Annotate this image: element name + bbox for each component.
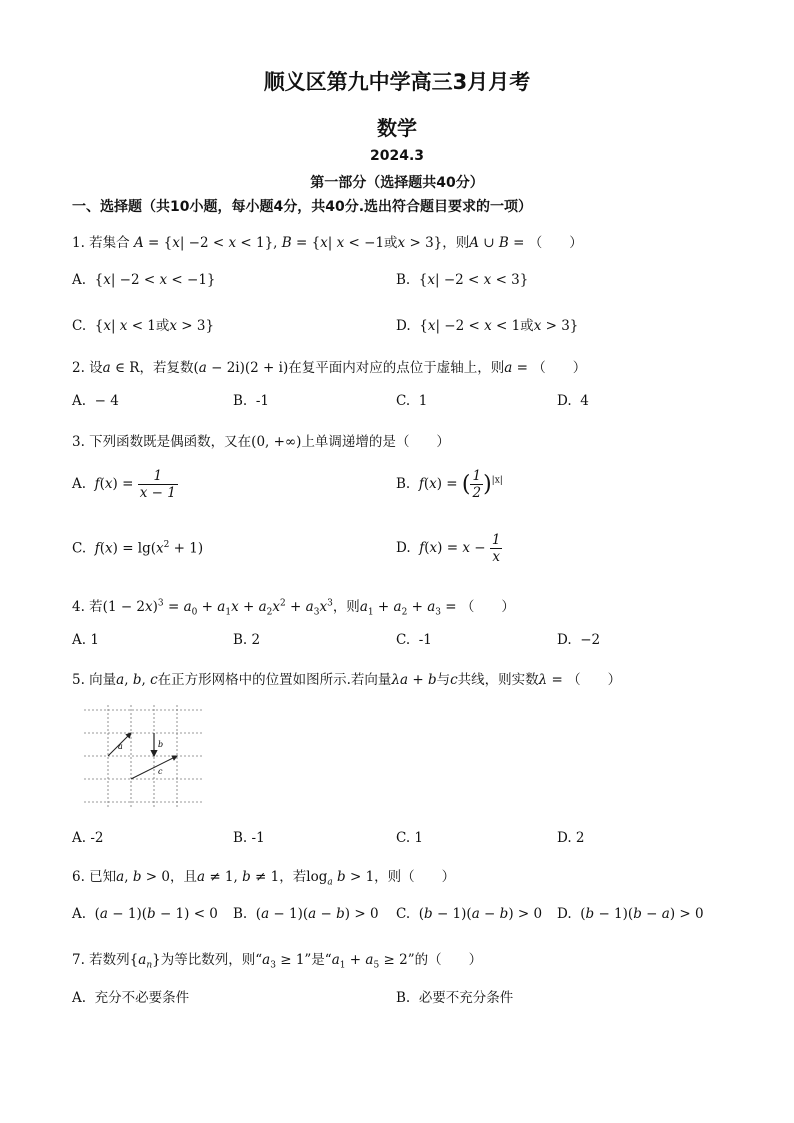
question-6-stem: 6. 已知a, b > 0，且a ≠ 1, b ≠ 1，若$\log_a b > 1$，则（ ） bbox=[72, 869, 456, 888]
question-7-stem: 7. 若数列$\{a_n\}$为等比数列，则“$a_3 \ge 1$”是“$a_1 + a_5 \ge 2$”的（ ） bbox=[72, 952, 483, 971]
question-7-option-b: B. 必要不充分条件 bbox=[396, 990, 514, 1006]
question-3-option-a: A. f(x) = $\frac{1}{x - 1}$ bbox=[72, 468, 176, 501]
question-5-stem: 5. 向量a, b, c在正方形网格中的位置如图所示.若向量λa + b与c共线，则实数λ = （ ） bbox=[72, 672, 622, 688]
vector-b-label: b bbox=[158, 740, 164, 749]
question-3-option-b: B. f(x) = ( $\frac{1}{2}$ )$^{|x|}$ bbox=[396, 468, 503, 501]
question-3-option-d: D. f(x) = x − $\frac{1}{x}$ bbox=[396, 532, 501, 565]
vector-grid-figure bbox=[84, 705, 202, 807]
question-7-option-a: A. 充分不必要条件 bbox=[72, 990, 190, 1006]
question-4-option-b: B. 2 bbox=[233, 632, 261, 648]
section-heading: 一、选择题（共10小题，每小题4分，共40分.选出符合题目要求的一项） bbox=[72, 199, 533, 215]
question-2-option-c: C. 1 bbox=[396, 393, 428, 409]
exam-date: 2024.3 bbox=[369, 148, 425, 164]
question-2-option-a: A. − 4 bbox=[72, 393, 119, 409]
question-3-option-c: C. $f(x) = \lg(x^2 + 1)$ bbox=[72, 540, 204, 557]
question-5-option-d: D. 2 bbox=[557, 830, 585, 846]
question-3-stem: 3. 下列函数既是偶函数，又在(0, +∞)上单调递增的是（ ） bbox=[72, 434, 450, 450]
question-6-option-a: A. (a − 1)(b − 1) < 0 bbox=[72, 906, 218, 922]
question-4-option-a: A. 1 bbox=[72, 632, 99, 648]
question-4-option-c: C. -1 bbox=[396, 632, 432, 648]
question-5-option-a: A. -2 bbox=[72, 830, 104, 846]
question-4-option-d: D. −2 bbox=[557, 632, 601, 648]
question-6-option-d: D. (b − 1)(b − a) > 0 bbox=[557, 906, 704, 922]
question-2-stem: 2. 设a ∈ R，若复数(a − 2i)(2 + i)在复平面内对应的点位于虚轴上，则a = （ ） bbox=[72, 360, 587, 376]
question-1-option-b: B. {x| −2 < x < 3} bbox=[396, 272, 529, 288]
question-1-stem: 1. 若集合 A = {x| −2 < x < 1}, B = {x| x < −1或x > 3}，则A ∪ B = （ ） bbox=[72, 235, 583, 251]
question-5-option-b: B. -1 bbox=[233, 830, 265, 846]
question-5-option-c: C. 1 bbox=[396, 830, 424, 846]
grid-lines bbox=[84, 705, 202, 807]
question-2-option-b: B. -1 bbox=[233, 393, 269, 409]
question-6-option-c: C. (b − 1)(a − b) > 0 bbox=[396, 906, 543, 922]
vector-c-arrow bbox=[131, 756, 177, 779]
question-1-option-c: C. {x| x < 1或x > 3} bbox=[72, 318, 215, 334]
question-4-stem: 4. 若$(1 - 2x)^3 = a_0 + a_1x + a_2x^2 + a_3x^3$，则$a_1 + a_2 + a_3$ = （ ） bbox=[72, 598, 515, 618]
question-2-option-d: D. 4 bbox=[557, 393, 589, 409]
part-title: 第一部分（选择题共40分） bbox=[310, 175, 484, 191]
question-6-option-b: B. (a − 1)(a − b) > 0 bbox=[233, 906, 379, 922]
vector-a-label: a bbox=[118, 742, 123, 751]
question-1-option-a: A. {x| −2 < x < −1} bbox=[72, 272, 216, 288]
subject-title: 数学 bbox=[377, 116, 417, 140]
question-1-option-d: D. {x| −2 < x < 1或x > 3} bbox=[396, 318, 579, 334]
exam-title: 顺义区第九中学高三3月月考 bbox=[263, 70, 531, 94]
vector-c-label: c bbox=[158, 767, 163, 776]
